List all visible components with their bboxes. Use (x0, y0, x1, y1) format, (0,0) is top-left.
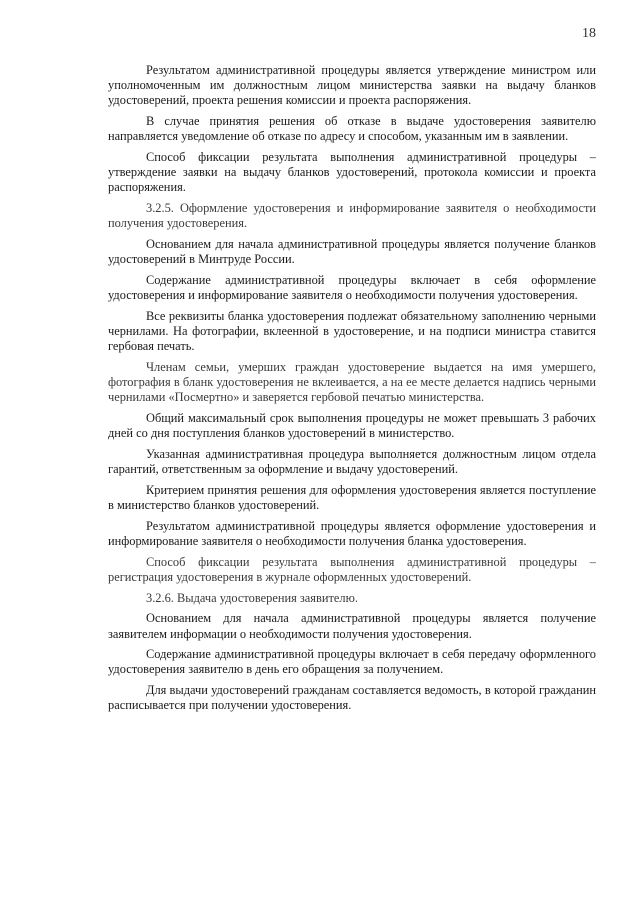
paragraph: Способ фиксации результата выполнения административной процедуры – утверждение заявки на выдачу бланков удостоверений, протокола комиссии и проекта распоряжения. (108, 150, 596, 195)
page-number: 18 (582, 26, 596, 41)
section-heading: 3.2.6. Выдача удостоверения заявителю. (146, 590, 358, 605)
paragraph: Основанием для начала административной процедуры является получение заявителем информации о необходимости получения удостоверения. (108, 611, 596, 641)
paragraph: Критерием принятия решения для оформления удостоверения является поступление в министерство бланков удостоверений. (108, 482, 596, 513)
body-text (108, 63, 596, 719)
paragraph: Членам семьи, умерших граждан удостоверение выдается на имя умершего, фотография в бланк удостоверения не вклеивается, а на ее месте делается надпись черными чернилами «Посмертно» и заверяется гербовой печатью министерства. (108, 359, 596, 405)
paragraph: В случае принятия решения об отказе в выдаче удостоверения заявителю направляется уведомление об отказе по адресу и способом, указанным им в заявлении. (108, 114, 596, 144)
paragraph: Результатом административной процедуры является утверждение министром или уполномоченным им должностным лицом министерства заявки на выдачу бланков удостоверений, проекта решения комиссии и проекта распоряжения. (108, 63, 596, 108)
paragraph: Для выдачи удостоверений гражданам составляется ведомость, в которой гражданин расписывается при получении удостоверения. (108, 683, 596, 713)
paragraph: Основанием для начала административной процедуры является получение бланков удостоверений в Минтруде России. (108, 237, 596, 267)
paragraph: Все реквизиты бланка удостоверения подлежат обязательному заполнению черными чернилами. На фотографии, вклеенной в удостоверение, и на подписи министра ставится гербовая печать. (108, 308, 596, 354)
paragraph: Указанная административная процедура выполняется должностным лицом отдела гарантий, ответственным за оформление и выдачу удостоверений. (108, 446, 596, 477)
section-heading: 3.2.5. Оформление удостоверения и информирование заявителя о необходимости получения удостоверения. (108, 201, 596, 231)
paragraph: Способ фиксации результата выполнения административной процедуры – регистрация удостоверения в журнале оформленных удостоверений. (108, 554, 596, 584)
paragraph: Содержание административной процедуры включает в себя передачу оформленного удостоверения заявителю в день его обращения за получением. (108, 647, 596, 677)
paragraph: Результатом административной процедуры является оформление удостоверения и информирование заявителя о необходимости получения бланка удостоверения. (108, 518, 596, 548)
paragraph: Содержание административной процедуры включает в себя оформление удостоверения и информирование заявителя о необходимости получения удостоверения. (108, 272, 596, 303)
paragraph: Общий максимальный срок выполнения процедуры не может превышать 3 рабочих дней со дня поступления бланков удостоверений в министерство. (108, 411, 596, 441)
